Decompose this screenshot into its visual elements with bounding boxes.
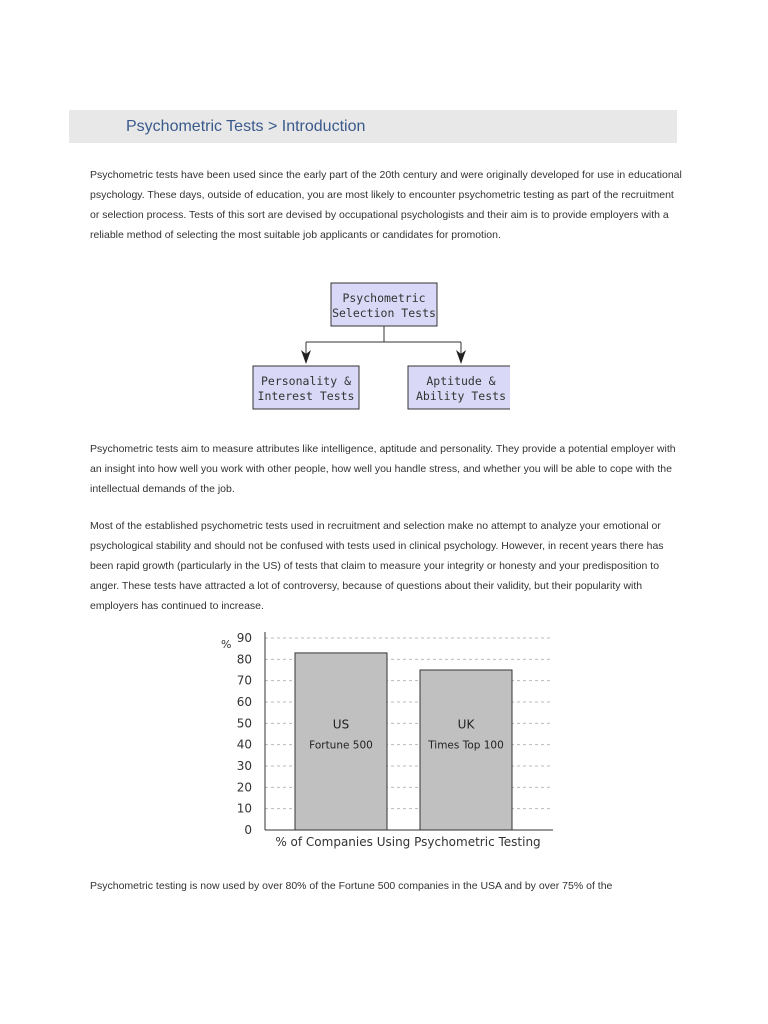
usage-paragraph: Psychometric testing is now used by over 80% of the Fortune 500 companies in the USA and by over 75% of the	[90, 880, 613, 892]
aptitude-box-label-line1: Aptitude &	[426, 374, 496, 388]
chart-y-tick-label: 90	[236, 631, 252, 645]
chart-bar-sublabel: Fortune 500	[309, 739, 373, 752]
chart-y-label: %	[221, 638, 232, 651]
chart-bar-sublabel: Times Top 100	[428, 739, 504, 752]
chart-y-tick-label: 20	[236, 780, 252, 795]
chart-bars	[295, 653, 512, 830]
established-paragraph: Most of the established psychometric tests used in recruitment and selection make no attempt to analyze your emotional or psychological stability and should not be confused with tests used in clinical psychology. However, in recent years there has been rapid growth (particularly in the US) of tests that claim to measure your integrity or honesty and your predisposition to anger. These tests have attracted a lot of controversy, because of questions about their validity, but their popularity with employers has continued to increase.	[90, 520, 664, 612]
chart-x-label: % of Companies Using Psychometric Testing	[275, 835, 541, 849]
personality-box-label-line2: Interest Tests	[257, 389, 355, 403]
chart-y-tick-label: 80	[236, 652, 252, 667]
personality-box-label-line1: Personality &	[260, 374, 352, 388]
chart-y-tick-label: 40	[236, 737, 252, 752]
chart-y-tick-label: 0	[244, 823, 252, 837]
aptitude-box-label-line2: Ability Tests	[415, 389, 507, 403]
page-header	[69, 110, 677, 143]
usage-bar-chart	[210, 624, 560, 856]
root-box-label-line2: Selection Tests	[332, 306, 436, 320]
page-title: Psychometric Tests > Introduction	[126, 118, 366, 135]
attributes-paragraph: Psychometric tests aim to measure attributes like intelligence, aptitude and personality. They provide a potential employer with an insight into how well you work with other people, how well you handle stress, and whether you will be able to cope with the intellectual demands of the job.	[90, 443, 676, 495]
chart-y-tick-label: 60	[236, 695, 252, 709]
chart-bar-label: UK	[457, 717, 475, 732]
selection-tests-diagram	[250, 280, 510, 415]
chart-bar-label: US	[332, 717, 350, 732]
chart-y-tick-label: 10	[236, 801, 252, 816]
root-box-label-line1: Psychometric	[342, 291, 426, 305]
chart-y-ticks	[237, 631, 252, 837]
chart-y-tick-label: 50	[236, 716, 252, 731]
intro-paragraph: Psychometric tests have been used since the early part of the 20th century and were originally developed for use in educational psychology. These days, outside of education, you are most likely to encounter psychometric testing as part of the recruitment or selection process. Tests of this sort are devised by occupational psychologists and their aim is to provide employers with a reliable method of selecting the most suitable job applicants or candidates for promotion.	[90, 169, 682, 241]
chart-y-tick-label: 70	[236, 673, 252, 688]
chart-y-tick-label: 30	[236, 759, 252, 773]
